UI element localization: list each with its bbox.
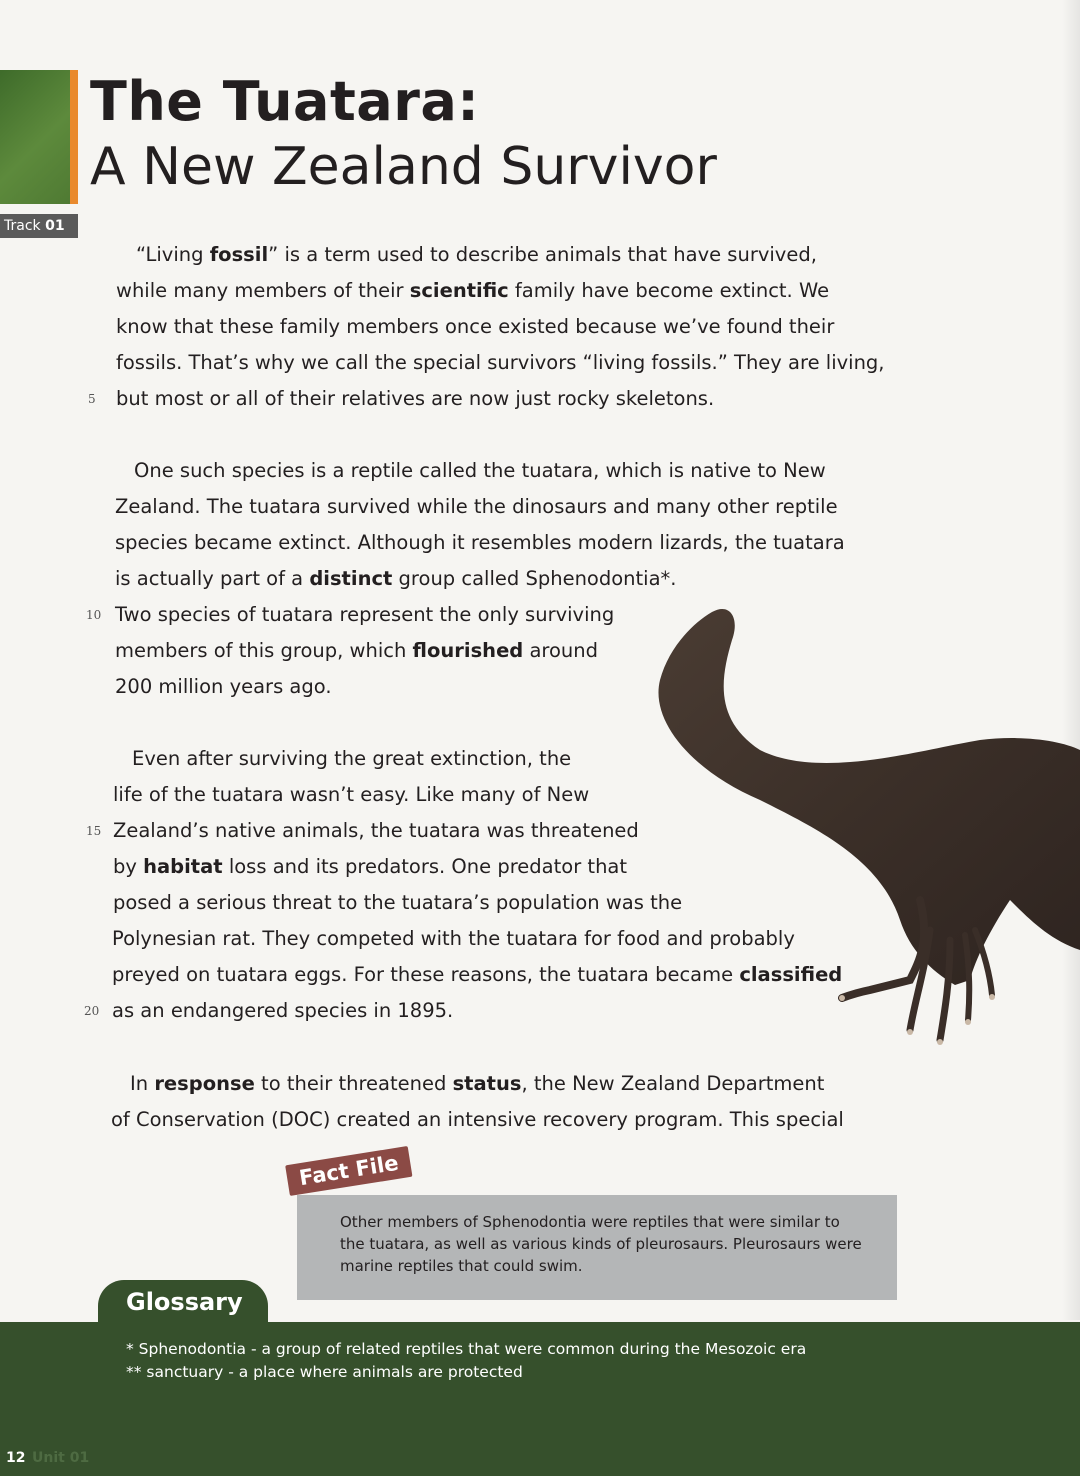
header-orange-bar <box>70 70 78 204</box>
fact-file-line-1: Other members of Sphenodontia were reptiles that were similar to <box>340 1213 840 1231</box>
track-label: Track <box>4 218 41 234</box>
p3-line-7: preyed on tuatara eggs. For these reasons, the tuatara became classified <box>112 963 843 986</box>
title-line-1: The Tuatara: <box>90 70 480 133</box>
tuatara-tail-image <box>620 600 1080 1070</box>
p2-line-5: Two species of tuatara represent the only surviving <box>115 603 615 626</box>
line-number-5: 5 <box>88 392 96 406</box>
fact-file-box <box>297 1195 897 1300</box>
p3-line-1: Even after surviving the great extinction, the <box>132 747 572 770</box>
p4-line-1: In response to their threatened status, the New Zealand Department <box>130 1072 825 1095</box>
header-green-tab <box>0 70 70 204</box>
p2-line-1: One such species is a reptile called the tuatara, which is native to New <box>134 459 826 482</box>
audio-track-badge[interactable] <box>0 214 78 238</box>
p2-line-4: is actually part of a distinct group called Sphenodontia*. <box>115 567 677 590</box>
line-number-20: 20 <box>84 1004 100 1018</box>
p1-line-5: but most or all of their relatives are now just rocky skeletons. <box>116 387 715 410</box>
p2-line-7: 200 million years ago. <box>115 675 332 698</box>
p3-line-4: by habitat loss and its predators. One predator that <box>113 855 628 878</box>
p3-line-2: life of the tuatara wasn’t easy. Like many of New <box>113 783 590 806</box>
track-number: 01 <box>45 218 65 234</box>
fact-file-line-2: the tuatara, as well as various kinds of pleurosaurs. Pleurosaurs were <box>340 1235 862 1253</box>
glossary-title: Glossary <box>98 1280 268 1328</box>
p4-line-2: of Conservation (DOC) created an intensive recovery program. This special <box>111 1108 844 1131</box>
page-number: 12 <box>6 1450 26 1466</box>
title-line-2: A New Zealand Survivor <box>90 137 717 197</box>
unit-label: Unit 01 <box>32 1450 90 1466</box>
glossary-item-sanctuary: ** sanctuary - a place where animals are protected <box>126 1363 523 1381</box>
fact-file-label: Fact File <box>285 1146 412 1196</box>
line-number-10: 10 <box>86 608 102 622</box>
p3-line-6: Polynesian rat. They competed with the tuatara for food and probably <box>112 927 795 950</box>
glossary-item-sphenodontia: * Sphenodontia - a group of related reptiles that were common during the Mesozoic era <box>126 1340 807 1358</box>
p2-line-3: species became extinct. Although it resembles modern lizards, the tuatara <box>115 531 845 554</box>
p3-line-5: posed a serious threat to the tuatara’s population was the <box>113 891 683 914</box>
p3-line-3: Zealand’s native animals, the tuatara was threatened <box>113 819 639 842</box>
p2-line-2: Zealand. The tuatara survived while the dinosaurs and many other reptile <box>115 495 838 518</box>
p3-line-8: as an endangered species in 1895. <box>112 999 454 1022</box>
line-number-15: 15 <box>86 824 102 838</box>
p1-line-2: while many members of their scientific family have become extinct. We <box>116 279 830 302</box>
p1-line-4: fossils. That’s why we call the special survivors “living fossils.” They are living, <box>116 351 885 374</box>
fact-file-line-3: marine reptiles that could swim. <box>340 1257 583 1275</box>
p2-line-6: members of this group, which flourished around <box>115 639 599 662</box>
p1-line-1: “Living fossil” is a term used to describe animals that have survived, <box>136 243 817 266</box>
p1-line-3: know that these family members once existed because we’ve found their <box>116 315 835 338</box>
page-title <box>90 70 717 200</box>
